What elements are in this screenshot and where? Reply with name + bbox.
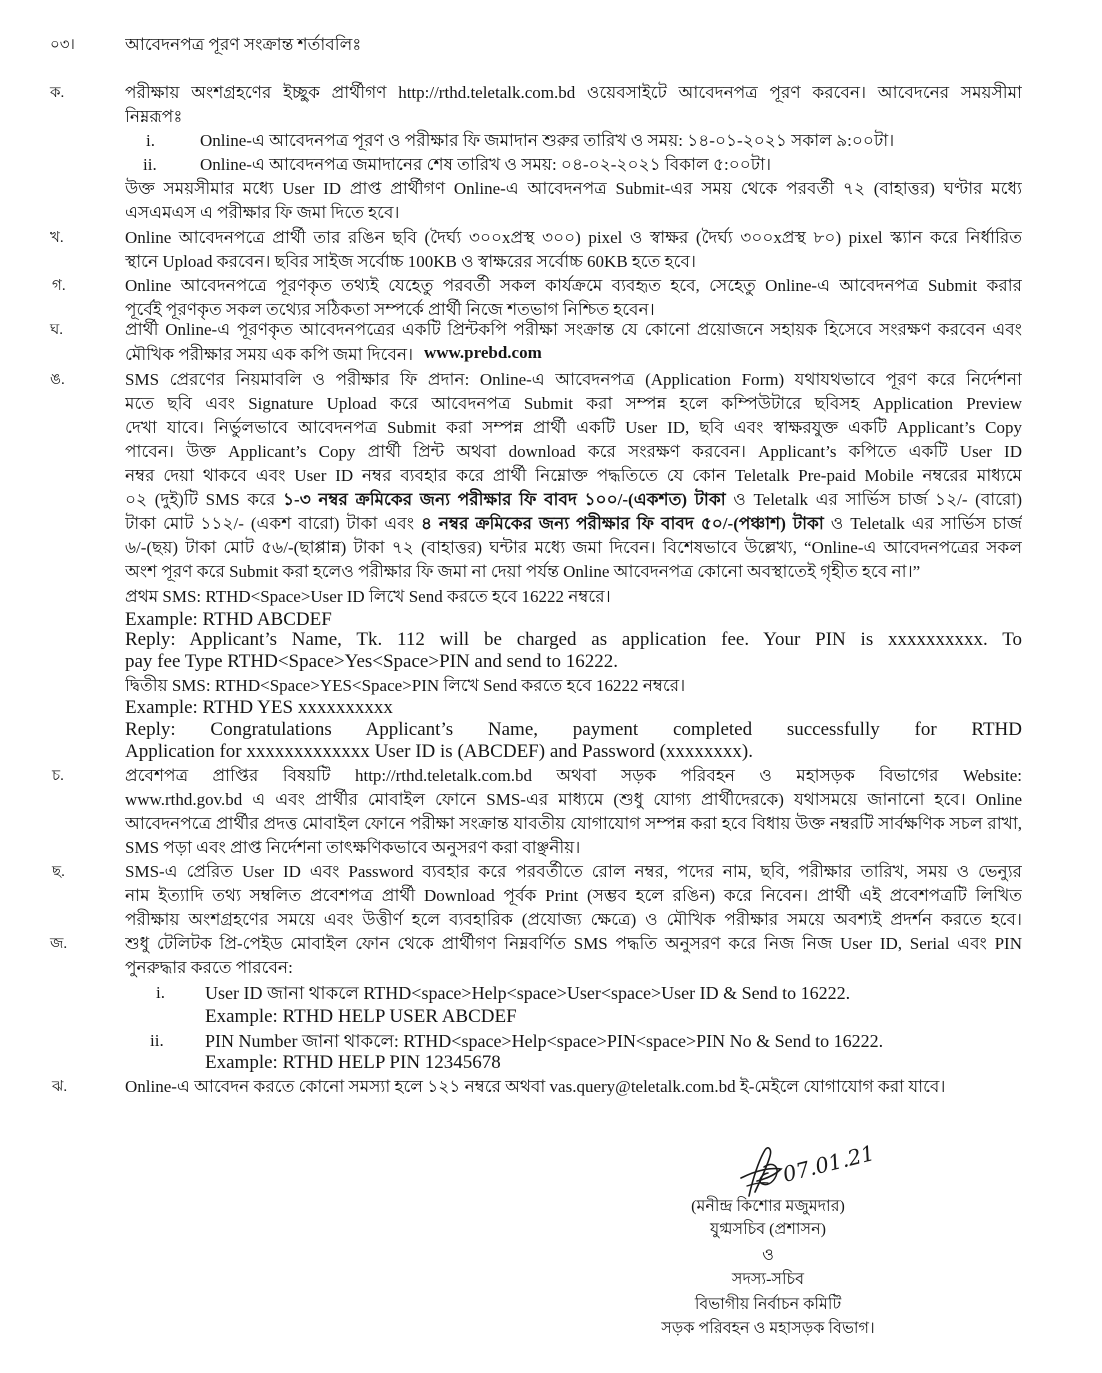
item-label-cha: চ. [52, 768, 64, 784]
paragraph-line: প্রার্থী Online-এ পূরণকৃত আবেদনপত্রের একটি প্রিন্টকপি পরীক্ষা সংক্রান্ত যে কোনো প্রয়োজনে সহায়ক হিসেবে সংরক্ষণ করবেন এবং [125, 320, 1022, 339]
paragraph-line: SMS পড়া এবং প্রাপ্ত নির্দেশনা তাৎক্ষণিকভাবে অনুসরণ করা বাঞ্ছনীয়। [125, 838, 581, 857]
sms-instruction: প্রথম SMS: RTHD<Space>User ID লিখে Send করতে হবে 16222 নম্বরে। [125, 587, 611, 606]
signatory-conjunction: ও [762, 1247, 774, 1264]
item-label-gha: ঘ. [50, 322, 64, 338]
paragraph-line: স্থানে Upload করবেন। ছবির সাইজ সর্বোচ্চ 100KB ও স্বাক্ষরের সর্বোচ্চ 60KB হতে হবে। [125, 252, 696, 271]
sms-example: Example: RTHD HELP USER ABCDEF [205, 1006, 517, 1027]
sms-example: Example: RTHD YES xxxxxxxxxx [125, 697, 393, 718]
item-label-nga: ঙ. [50, 372, 65, 388]
sms-example: Example: RTHD HELP PIN 12345678 [205, 1052, 501, 1073]
paragraph-line [125, 512, 1022, 536]
paragraph-line: নাম ইত্যাদি তথ্য সম্বলিত প্রবেশপত্র প্রার্থী Download পূর্বক Print (সম্ভব হলে রঙিন) করে নিবেন। প্রার্থী এই প্রবেশপত্রটি লিখিত [125, 886, 1022, 905]
paragraph-line: পরীক্ষায় অংশগ্রহণের ইচ্ছুক প্রার্থীগণ http://rthd.teletalk.com.bd ওয়েবসাইটে আবেদনপত্র পূরণ করবেন। আবেদনের সময়সীমা [125, 83, 1022, 102]
signatory-designation: যুগ্মসচিব (প্রশাসন) [709, 1221, 827, 1238]
paragraph-line: আবেদনপত্রে প্রার্থীর প্রদত্ত মোবাইল ফোনে পরীক্ষা সংক্রান্ত যাবতীয় যোগাযোগ সম্পন্ন করা হবে বিধায় উক্ত নম্বরটি সার্বক্ষণিক সচল রাখা, [125, 814, 1022, 833]
paragraph-line: Online আবেদনপত্রে প্রার্থী তার রঙিন ছবি (দৈর্ঘ্য ৩০০xপ্রস্থ ৩০০) pixel ও স্বাক্ষর (দৈর্ঘ্য ৩০০xপ্রস্থ ৮০) pixel স্ক্যান করে নির্ধারিত [125, 228, 1022, 247]
sms-example: Example: RTHD ABCDEF [125, 609, 332, 630]
paragraph-line: মতে ছবি এবং Signature Upload করে আবেদনপত্র Submit করা সম্পন্ন হলে কম্পিউটারে ছবিসহ Application Preview [125, 394, 1022, 413]
paragraph-line: প্রবেশপত্র প্রাপ্তির বিষয়টি http://rthd.teletalk.com.bd অথবা সড়ক পরিবহন ও মহাসড়ক বিভাগের Website: [125, 766, 1022, 785]
item-label-jha: ঝ. [52, 1079, 68, 1095]
paragraph-line: উক্ত সময়সীমার মধ্যে User ID প্রাপ্ত প্রার্থীগণ Online-এ আবেদনপত্র Submit-এর সময় থেকে পরবর্তী ৭২ (বাহাত্তর) ঘণ্টার মধ্যে [125, 179, 1022, 198]
signatory-role: সদস্য-সচিব [731, 1271, 805, 1288]
paragraph-line: দেখা যাবে। নির্ভুলভাবে আবেদনপত্র Submit করা সম্পন্ন প্রার্থী একটি User ID, ছবি এবং স্বাক্ষরযুক্ত একটি Applicant’s Copy [125, 418, 1022, 437]
line-segment: ০২ (দুই)টি SMS করে [125, 490, 283, 509]
line-segment: ও Teletalk এর সার্ভিস চার্জ [823, 514, 1022, 533]
paragraph-line: ৬/-(ছয়) টাকা মোট ৫৬/-(ছাপ্পান্ন) টাকা ৭২ (বাহাত্তর) ঘন্টার মধ্যে জমা দিবেন। বিশেষভাবে উল্লেখ্য, “Online-এ আবেদনপত্রের সকল [125, 538, 1022, 557]
sub-item-text: User ID জানা থাকলে RTHD<space>Help<space>User<space>User ID & Send to 16222. [205, 983, 851, 1003]
signatory-division: সড়ক পরিবহন ও মহাসড়ক বিভাগ। [661, 1320, 875, 1337]
paragraph-line: SMS প্রেরণের নিয়মাবলি ও পরীক্ষার ফি প্রদান: Online-এ আবেদনপত্র (Application Form) যথাযথভাবে পূরণ করে নির্দেশনা [125, 370, 1022, 389]
website-watermark: www.prebd.com [424, 343, 542, 362]
line-segment: টাকা মোট ১১২/- (একশ বারো) টাকা এবং [125, 514, 421, 533]
paragraph-line: নিম্নরূপঃ [125, 107, 183, 126]
sub-item-label: ii. [143, 155, 157, 174]
item-label-chha: ছ. [52, 864, 65, 880]
sms-reply: Reply: Congratulations Applicant’s Name, payment completed successfully for RTHD [125, 719, 1022, 740]
section-number: ০৩। [50, 37, 75, 53]
paragraph-line: পরীক্ষায় অংশগ্রহণের সময়ে এবং উত্তীর্ণ হলে ব্যবহারিক (প্রযোজ্য ক্ষেত্রে) ও মৌখিক পরীক্ষার সময়ে অবশ্যই প্রদর্শন করতে হবে। [125, 910, 1022, 929]
sub-item-label: i. [156, 983, 165, 1002]
item-label-ja: জ. [50, 936, 68, 952]
paragraph-line: পুনরুদ্ধার করতে পারবেন: [125, 958, 293, 977]
sms-instruction: দ্বিতীয় SMS: RTHD<Space>YES<Space>PIN লিখে Send করতে হবে 16222 নম্বরে। [125, 676, 686, 695]
sms-reply: pay fee Type RTHD<Space>Yes<Space>PIN and send to 16222. [125, 651, 618, 672]
paragraph-line [125, 488, 1022, 512]
signatory-committee: বিভাগীয় নির্বাচন কমিটি [694, 1296, 842, 1313]
paragraph-line: Online আবেদনপত্রে পূরণকৃত তথ্যই যেহেতু পরবর্তী সকল কার্যক্রমে ব্যবহৃত হবে, সেহেতু Online-এ আবেদনপত্র Submit করার [125, 276, 1022, 295]
sub-item-label: ii. [150, 1031, 164, 1050]
paragraph-line: পাবেন। উক্ত Applicant’s Copy প্রার্থী প্রিন্ট অথবা download করে সংরক্ষণ করবেন। Applicant’s কপিতে একটি User ID [125, 442, 1022, 461]
sms-reply: Reply: Applicant’s Name, Tk. 112 will be charged as application fee. Your PIN is xxxxxxxxxx. To [125, 629, 1022, 650]
item-label-ga: গ. [52, 278, 66, 294]
sub-item-text: Online-এ আবেদনপত্র পূরণ ও পরীক্ষার ফি জমাদান শুরুর তারিখ ও সময়: ১৪-০১-২০২১ সকাল ৯:০০টা। [200, 131, 895, 150]
sub-item-text: PIN Number জানা থাকলে: RTHD<space>Help<space>PIN<space>PIN No & Send to 16222. [205, 1031, 884, 1051]
fee-highlight: ১-৩ নম্বর ক্রমিকের জন্য পরীক্ষার ফি বাবদ ১০০/-(একশত) টাকা [283, 490, 726, 509]
paragraph-line: শুধু টেলিটক প্রি-পেইড মোবাইল ফোন থেকে প্রার্থীগণ নিম্নবর্ণিত SMS পদ্ধতি অনুসরণ করে নিজ নিজ User ID, Serial এবং PIN [125, 934, 1022, 953]
fee-highlight: ৪ নম্বর ক্রমিকের জন্য পরীক্ষার ফি বাবদ ৫০/-(পঞ্চাশ) টাকা [420, 514, 824, 533]
paragraph-line: এসএমএস এ পরীক্ষার ফি জমা দিতে হবে। [125, 203, 400, 222]
paragraph-line: অংশ পূরণ করে Submit করা হলেও পরীক্ষার ফি জমা না দেয়া পর্যন্ত Online আবেদনপত্র কোনো অবস্থাতেই গৃহীত হবে না।” [125, 562, 921, 581]
signatory-name: (মনীন্দ্র কিশোর মজুমদার) [691, 1198, 845, 1215]
paragraph-line: নম্বর দেয়া থাকবে এবং User ID নম্বর ব্যবহার করে প্রার্থী নিম্নোক্ত পদ্ধতিতে যে কোন Teletalk Pre-paid Mobile নম্বরের মাধ্যমে [125, 466, 1022, 485]
sms-reply: Application for xxxxxxxxxxxxx User ID is (ABCDEF) and Password (xxxxxxxx). [125, 741, 753, 762]
page-title: আবেদনপত্র পূরণ সংক্রান্ত শর্তাবলিঃ [125, 35, 362, 54]
item-label-ka: ক. [50, 85, 65, 101]
paragraph-line: www.rthd.gov.bd এ এবং প্রার্থীর মোবাইল ফোনে SMS-এর মাধ্যমে (শুধু যোগ্য প্রার্থীদেরকে) যথাসময়ে জানানো হবে। Online [125, 790, 1022, 809]
sub-item-text: Online-এ আবেদনপত্র জমাদানের শেষ তারিখ ও সময়: ০৪-০২-২০২১ বিকাল ৫:০০টা। [200, 155, 772, 174]
signature-date: 07.01.21 [780, 1140, 877, 1187]
paragraph-line: SMS-এ প্রেরিত User ID এবং Password ব্যবহার করে পরবর্তীতে রোল নম্বর, পদের নাম, ছবি, পরীক্ষার তারিখ, সময় ও ভেন্যুর [125, 862, 1022, 881]
paragraph-line: পূর্বেই পূরণকৃত সকল তথ্যের সঠিকতা সম্পর্কে প্রার্থী নিজে শতভাগ নিশ্চিত হবেন। [125, 300, 655, 319]
line-segment: ও Teletalk এর সার্ভিস চার্জ ১২/- (বারো) [725, 490, 1022, 509]
paragraph-line: Online-এ আবেদন করতে কোনো সমস্যা হলে ১২১ নম্বরে অথবা vas.query@teletalk.com.bd ই-মেইলে যোগাযোগ করা যাবে। [125, 1077, 946, 1096]
item-label-kha: খ. [50, 230, 64, 246]
sub-item-label: i. [146, 131, 155, 150]
paragraph-line: মৌখিক পরীক্ষার সময় এক কপি জমা দিবেন। [125, 345, 414, 364]
